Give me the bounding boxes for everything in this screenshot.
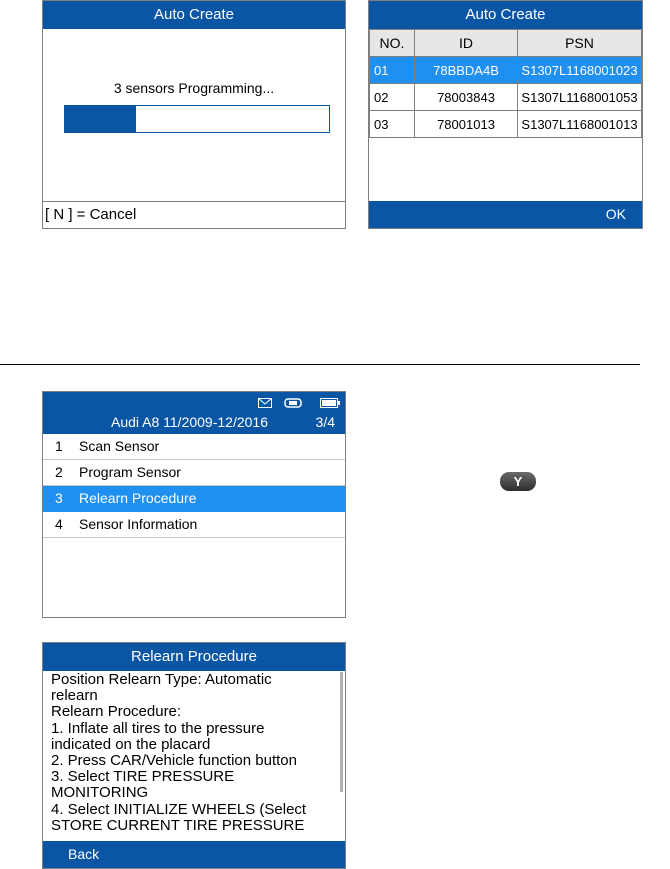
relearn-procedure-screen xyxy=(42,642,346,869)
progress-bar xyxy=(64,105,330,133)
procedure-text xyxy=(51,672,335,834)
menu-item-scan-sensor[interactable] xyxy=(43,434,345,460)
cell-no: 01 xyxy=(370,57,415,84)
cell-id: 78BBDA4B xyxy=(415,57,518,84)
cell-psn: S1307L1168001053 xyxy=(518,84,642,111)
menu-item-sensor-information[interactable] xyxy=(43,512,345,538)
procedure-line: relearn xyxy=(51,687,98,705)
item-label: Program Sensor xyxy=(79,464,181,480)
page-indicator: 3/4 xyxy=(315,414,335,430)
procedure-line: 1. Inflate all tires to the pressure xyxy=(51,719,265,737)
ok-button[interactable]: OK xyxy=(369,201,642,228)
item-number: 4 xyxy=(55,516,63,532)
procedure-line: 4. Select INITIALIZE WHEELS (Select xyxy=(51,800,307,818)
vci-connection-icon xyxy=(284,398,302,408)
progress-fill xyxy=(65,106,136,132)
y-key-button[interactable]: Y xyxy=(500,472,536,491)
sensor-table xyxy=(369,29,642,138)
cell-id: 78001013 xyxy=(415,111,518,138)
status-bar xyxy=(43,392,345,412)
item-label: Scan Sensor xyxy=(79,438,160,454)
mail-icon xyxy=(258,398,272,408)
screen-title: Auto Create xyxy=(43,1,345,29)
procedure-line: STORE CURRENT TIRE PRESSURE xyxy=(51,816,305,834)
column-header-no: NO. xyxy=(370,30,415,57)
item-number: 3 xyxy=(55,490,63,506)
column-header-psn: PSN xyxy=(518,30,642,57)
cancel-hint[interactable]: [ N ] = Cancel xyxy=(43,201,345,228)
item-number: 2 xyxy=(55,464,63,480)
vehicle-title: Audi A8 11/2009-12/2016 xyxy=(111,414,268,430)
procedure-line: Relearn Procedure: xyxy=(51,703,182,721)
screen-title: Auto Create xyxy=(369,1,642,29)
table-row[interactable] xyxy=(370,84,642,111)
scrollbar[interactable] xyxy=(340,672,343,792)
procedure-line: Position Relearn Type: Automatic xyxy=(51,671,272,688)
procedure-line: indicated on the placard xyxy=(51,735,211,753)
item-label: Relearn Procedure xyxy=(79,490,197,506)
procedure-line: 3. Select TIRE PRESSURE xyxy=(51,768,235,786)
table-row[interactable] xyxy=(370,111,642,138)
cell-psn: S1307L1168001013 xyxy=(518,111,642,138)
section-divider xyxy=(0,364,640,365)
table-row[interactable] xyxy=(370,57,642,84)
programming-message: 3 sensors Programming... xyxy=(113,80,275,96)
screen-title: Relearn Procedure xyxy=(43,643,345,671)
vehicle-menu-screen xyxy=(42,391,346,618)
battery-icon xyxy=(320,398,340,408)
procedure-line: MONITORING xyxy=(51,784,149,802)
back-button[interactable]: Back xyxy=(43,841,345,868)
procedure-line: 2. Press CAR/Vehicle function button xyxy=(51,752,297,770)
auto-create-result-screen xyxy=(368,0,643,229)
item-label: Sensor Information xyxy=(79,516,198,532)
cell-no: 03 xyxy=(370,111,415,138)
menu-header xyxy=(43,412,345,434)
cell-no: 02 xyxy=(370,84,415,111)
menu-item-relearn-procedure[interactable] xyxy=(43,486,345,512)
cell-id: 78003843 xyxy=(415,84,518,111)
auto-create-progress-screen xyxy=(42,0,346,229)
cell-psn: S1307L1168001023 xyxy=(518,57,642,84)
menu-item-program-sensor[interactable] xyxy=(43,460,345,486)
column-header-id: ID xyxy=(415,30,518,57)
item-number: 1 xyxy=(55,438,63,454)
